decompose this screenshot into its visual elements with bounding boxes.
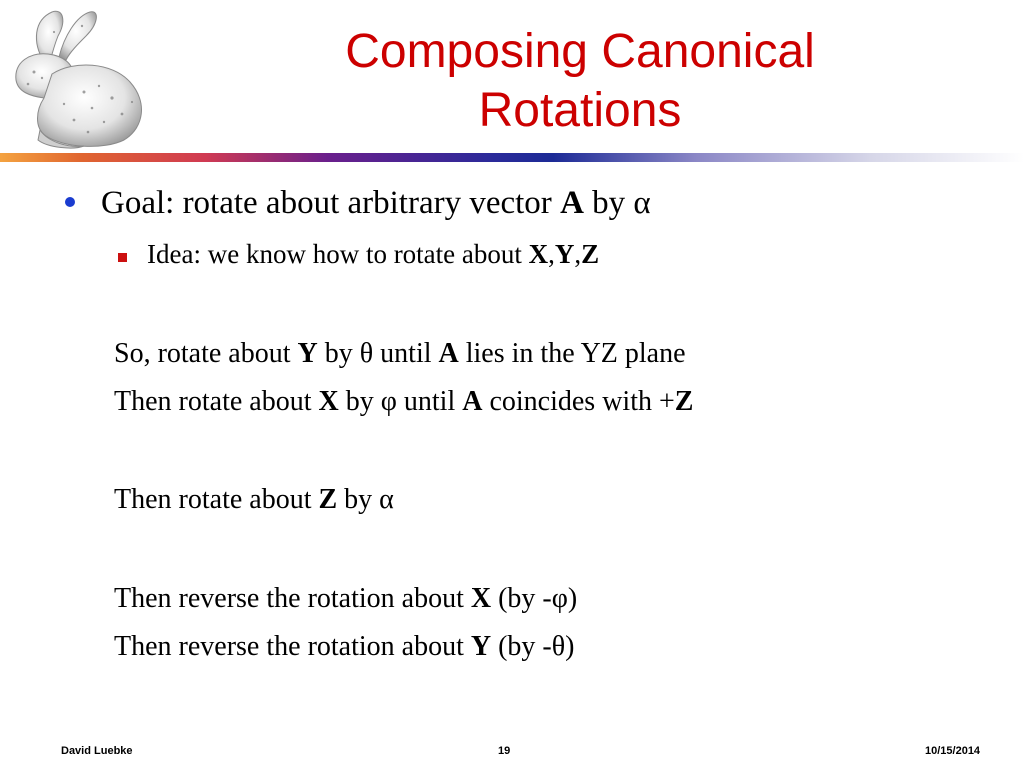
step-rotate-z: Then rotate about Z by α — [114, 484, 394, 515]
bunny-logo-icon — [4, 2, 154, 152]
title-line-2: Rotations — [478, 84, 682, 137]
slide-title — [180, 22, 980, 140]
bullet-goal-text: Goal: rotate about arbitrary vector A by α — [101, 185, 651, 221]
step-rotate-x: Then rotate about X by φ until A coincides with +Z — [114, 386, 694, 417]
subbullet-idea-text: Idea: we know how to rotate about X,Y,Z — [147, 239, 600, 269]
footer-page-number: 19 — [498, 745, 511, 757]
bullet-dot-icon — [65, 197, 75, 207]
step-rotate-y: So, rotate about Y by θ until A lies in the YZ plane — [114, 338, 686, 369]
footer-author: David Luebke — [61, 745, 133, 757]
step-reverse-x: Then reverse the rotation about X (by -φ) — [114, 583, 578, 614]
title-divider — [0, 153, 1024, 162]
title-line-1: Composing Canonical — [345, 25, 815, 78]
step-reverse-y: Then reverse the rotation about Y (by -θ) — [114, 631, 575, 662]
footer-date: 10/15/2014 — [925, 745, 981, 757]
bullet-square-icon — [118, 253, 127, 262]
